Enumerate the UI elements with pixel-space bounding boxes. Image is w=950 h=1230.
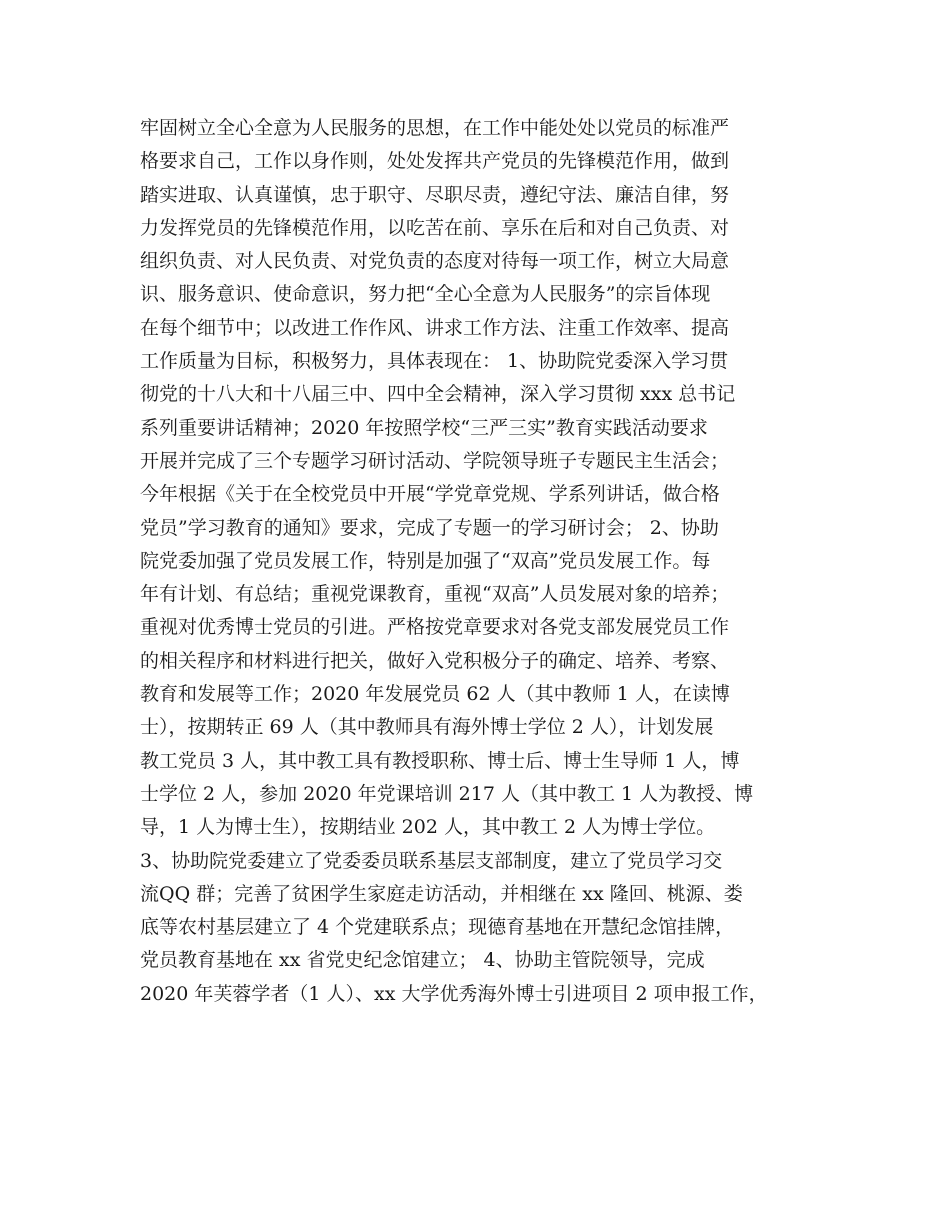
text-line: 院党委加强了党员发展工作，特别是加强了“双高”党员发展工作。每 — [140, 549, 711, 572]
text-line: 士），按期转正 69 人（其中教师具有海外博士学位 2 人），计划发展 — [140, 716, 714, 739]
text-line: 士学位 2 人，参加 2020 年党课培训 217 人（其中教工 1 人为教授、博 — [140, 782, 754, 805]
text-line: 流QQ 群；完善了贫困学生家庭走访活动，并相继在 xx 隆回、桃源、娄 — [140, 882, 743, 905]
text-line: 力发挥党员的先锋模范作用，以吃苦在前、享乐在后和对自己负责、对 — [140, 216, 730, 239]
text-line: 重视对优秀博士党员的引进。严格按党章要求对各党支部发展党员工作 — [140, 616, 730, 639]
body-text — [140, 112, 830, 1011]
text-line: 工作质量为目标，积极努力，具体表现在： 1、协助院党委深入学习贯 — [140, 350, 729, 373]
text-line: 3、协助院党委建立了党委委员联系基层支部制度，建立了党员学习交 — [140, 849, 723, 872]
text-line: 的相关程序和材料进行把关，做好入党积极分子的确定、培养、考察、 — [140, 649, 730, 672]
text-line: 组织负责、对人民负责、对党负责的态度对待每一项工作，树立大局意 — [140, 250, 730, 273]
text-line: 在每个细节中；以改进工作作风、讲求工作方法、注重工作效率、提高 — [140, 316, 730, 339]
text-line: 系列重要讲话精神；2020 年按照学校“三严三实”教育实践活动要求 — [140, 416, 708, 439]
text-line: 2020 年芙蓉学者（1 人）、xx 大学优秀海外博士引进项目 2 项申报工作， — [140, 982, 768, 1005]
text-line: 开展并完成了三个专题学习研讨活动、学院领导班子专题民主生活会； — [140, 449, 730, 472]
text-line: 教工党员 3 人，其中教工具有教授职称、博士后、博士生导师 1 人，博 — [140, 749, 740, 772]
text-line: 牢固树立全心全意为人民服务的思想，在工作中能处处以党员的标准严 — [140, 117, 730, 139]
text-line: 底等农村基层建立了 4 个党建联系点；现德育基地在开慧纪念馆挂牌， — [140, 916, 735, 939]
text-line: 党员”学习教育的通知》要求，完成了专题一的学习研讨会； 2、协助 — [140, 516, 719, 539]
text-line: 识、服务意识、使命意识，努力把“全心全意为人民服务”的宗旨体现 — [140, 283, 711, 306]
text-line: 导，1 人为博士生），按期结业 202 人，其中教工 2 人为博士学位。 — [140, 816, 716, 839]
text-line: 彻党的十八大和十八届三中、四中全会精神，深入学习贯彻 xxx 总书记 — [140, 383, 736, 406]
text-line: 踏实进取、认真谨慎，忠于职守、尽职尽责，遵纪守法、廉洁自律，努 — [140, 183, 730, 206]
text-line: 教育和发展等工作；2020 年发展党员 62 人（其中教师 1 人，在读博 — [140, 683, 730, 706]
text-line: 年有计划、有总结；重视党课教育，重视“双高”人员发展对象的培养； — [140, 583, 730, 606]
text-line: 党员教育基地在 xx 省党史纪念馆建立； 4、协助主管院领导，完成 — [140, 949, 705, 972]
text-line: 格要求自己，工作以身作则，处处发挥共产党员的先锋模范作用，做到 — [140, 150, 730, 173]
text-line: 今年根据《关于在全校党员中开展“学党章党规、学系列讲话，做合格 — [140, 483, 720, 506]
